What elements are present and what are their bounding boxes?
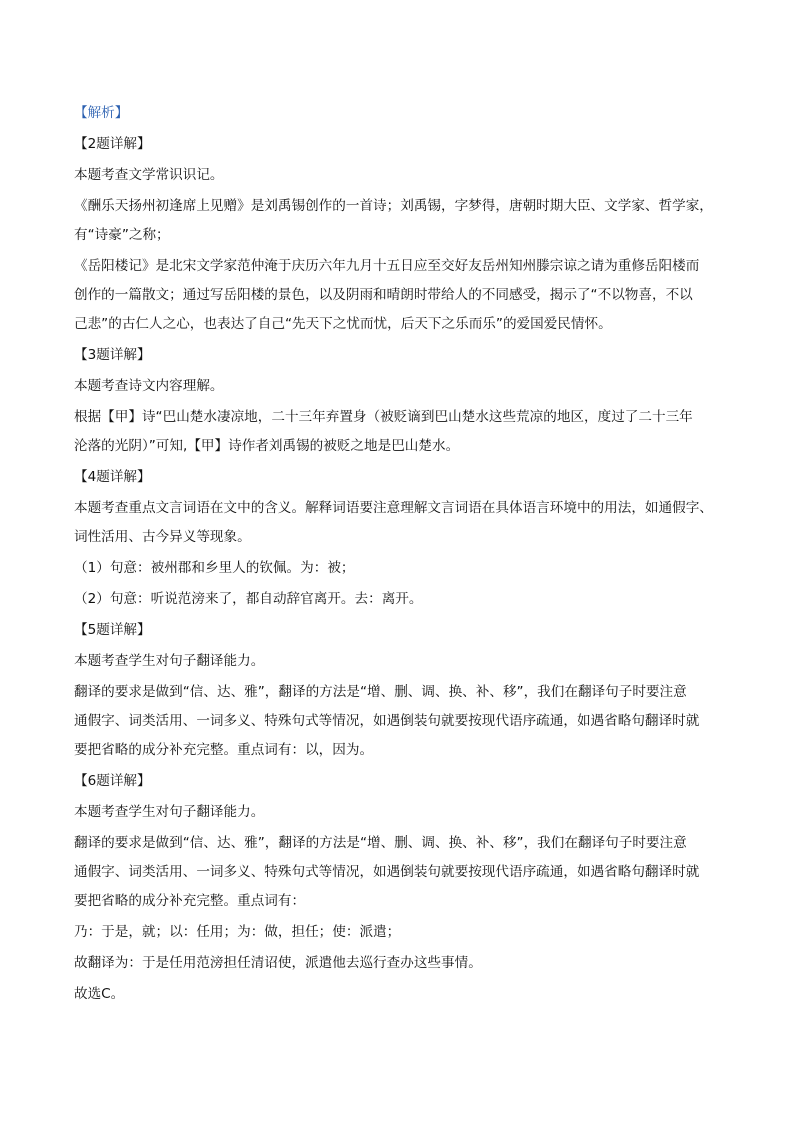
analysis-content (74, 134, 734, 1004)
section-title: 【5题详解】 (74, 622, 151, 638)
paragraph-continuation: 要把省略的成分补充完整。重点词有： (74, 893, 306, 909)
paragraph-continuation: 己悲”的古仁人之心，也表达了自己“先天下之忧而忧，后天下之乐而乐”的爱国爱民情怀。 (74, 316, 612, 332)
paragraph-continuation: 词性活用、古今异义等现象。 (74, 529, 251, 545)
paragraph-line: （1）句意：被州郡和乡里人的钦佩。为：被； (74, 560, 355, 576)
paragraph-line: 故选C。 (74, 986, 125, 1002)
paragraph-line: 本题考查文学常识识记。 (74, 167, 224, 183)
paragraph-continuation: 沦落的光阴）”可知,【甲】诗作者刘禹锡的被贬之地是巴山楚水。 (74, 438, 460, 454)
paragraph-line: 根据【甲】诗“巴山楚水凄凉地，二十三年弃置身（被贬谪到巴山楚水这些荒凉的地区，度过了二十三年 (74, 409, 693, 425)
paragraph-line: 翻译的要求是做到“信、达、雅”，翻译的方法是“增、删、调、换、补、移”，我们在翻译句子时要注意 (74, 835, 687, 851)
paragraph-line: 乃：于是，就；以：任用；为：做，担任；使：派遣； (74, 924, 401, 940)
paragraph-line: 《酬乐天扬州初逢席上见赠》是刘禹锡创作的一首诗；刘禹锡，字梦得，唐朝时期大臣、文学家、哲学家， (74, 198, 713, 214)
paragraph-line: 《岳阳楼记》是北宋文学家范仲淹于庆历六年九月十五日应至交好友岳州知州滕宗谅之请为重修岳阳楼而 (74, 258, 700, 274)
section-title: 【2题详解】 (74, 136, 151, 152)
section-title: 【4题详解】 (74, 469, 151, 485)
section-title: 【6题详解】 (74, 773, 151, 789)
paragraph-continuation: 有“诗豪”之称； (74, 227, 170, 243)
paragraph-line: 故翻译为：于是任用范滂担任清诏使，派遣他去巡行查办这些事情。 (74, 955, 482, 971)
paragraph-line: 本题考查学生对句子翻译能力。 (74, 653, 265, 669)
paragraph-continuation: 创作的一篇散文；通过写岳阳楼的景色，以及阴雨和晴朗时带给人的不同感受，揭示了“不以物喜，不以 (74, 287, 693, 303)
paragraph-line: 本题考查学生对句子翻译能力。 (74, 804, 265, 820)
paragraph-line: （2）句意：听说范滂来了，都自动辞官离开。去：离开。 (74, 591, 423, 607)
analysis-header: 【解析】 (74, 105, 129, 121)
paragraph-continuation: 通假字、词类活用、一词多义、特殊句式等情况，如遇倒装句就要按现代语序疏通，如遇省略句翻译时就 (74, 713, 700, 729)
section-title: 【3题详解】 (74, 347, 151, 363)
paragraph-line: 本题考查重点文言词语在文中的含义。解释词语要注意理解文言词语在具体语言环境中的用法，如通假字、 (74, 500, 713, 516)
paragraph-line: 翻译的要求是做到“信、达、雅”，翻译的方法是“增、删、调、换、补、移”，我们在翻译句子时要注意 (74, 684, 687, 700)
paragraph-continuation: 通假字、词类活用、一词多义、特殊句式等情况，如遇倒装句就要按现代语序疏通，如遇省略句翻译时就 (74, 864, 700, 880)
paragraph-continuation: 要把省略的成分补充完整。重点词有：以，因为。 (74, 742, 374, 758)
paragraph-line: 本题考查诗文内容理解。 (74, 378, 224, 394)
